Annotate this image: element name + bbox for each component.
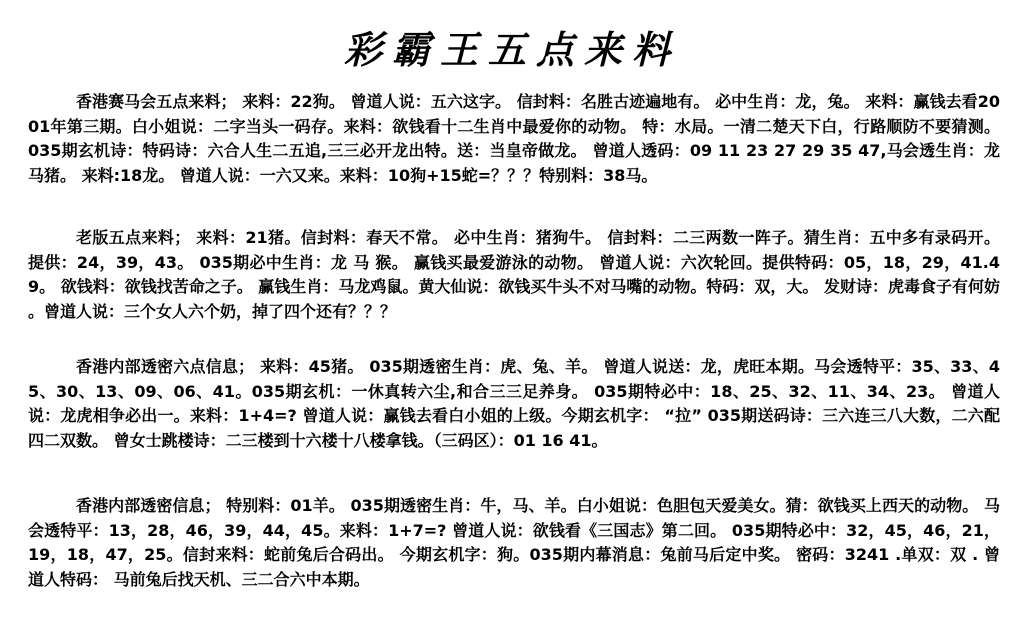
page-title: 彩霸王五点来料: [343, 27, 680, 72]
paragraph-hk-internal-six-point: 香港内部透密六点信息； 来料：45猪。 035期透密生肖：虎、兔、羊。 曾道人说送：龙，虎旺本期。马会透特平：35、33、45、30、13、09、06、41。035期玄机：一休真转六尘,和合三三足养身。 035期特必中：18、25、32、11、34、23。 曾道人说：龙虎相争必出一。来料：1+4=? 曾道人说：赢钱去看白小姐的上级。今期玄机字： “拉” 035期送码诗：三六连三八大数，二六配四二双数。 曾女士跳楼诗：二三楼到十六楼十八楼拿钱。（三码区）：01 16 41。: [28, 357, 1000, 450]
paragraph-old-edition: 老版五点来料； 来料：21猪。信封料：春天不常。 必中生肖：猪狗牛。 信封料：二三两数一阵子。猜生肖：五中多有录码开。 提供：24，39，43。 035期必中生肖：龙 马 猴。 赢钱买最爱游泳的动物。 曾道人说：六次轮回。提供特码：05，18，29，41.49。 欲钱料：欲钱找苦命之子。 赢钱生肖：马龙鸡鼠。黄大仙说：欲钱买牛头不对马嘴的动物。特码：双，大。 发财诗：虎毒食子有何妨 。曾道人说：三个女人六个奶，掉了四个还有？？？: [28, 228, 1000, 321]
paragraph-hk-jockey-club: 香港赛马会五点来料； 来料：22狗。 曾道人说：五六这字。 信封料：名胜古迹遍地有。 必中生肖：龙，兔。 来料：赢钱去看2001年第三期。白小姐说：二字当头一码存。来料：欲钱看十二生肖中最爱你的动物。 特：水局。一清二楚天下白，行路顺防不要猜测。 035期玄机诗：特码诗：六合人生二五追,三三必开龙出特。送：当皇帝做龙。 曾道人透码：09 11 23 27 29 35 47,马会透生肖：龙马猪。 来料:18龙。 曾道人说：一六又来。来料：10狗+15蛇=？？？特别料：38马。: [28, 92, 1000, 185]
paragraph-hk-internal-secret: 香港内部透密信息； 特别料：01羊。 035期透密生肖：牛，马、羊。白小姐说：色胆包天爱美女。猜：欲钱买上西天的动物。 马会透特平：13，28，46，39，44，45。来料：1+7=? 曾道人说：欲钱看《三国志》第二回。 035期特必中：32，45，46，21，19，18，47，25。信封来料：蛇前兔后合码出。 今期玄机字：狗。035期内幕消息：兔前马后定中奖。 密码：3241 .单双：双 . 曾道人特码： 马前兔后找天机、三二合六中本期。: [28, 496, 1000, 589]
